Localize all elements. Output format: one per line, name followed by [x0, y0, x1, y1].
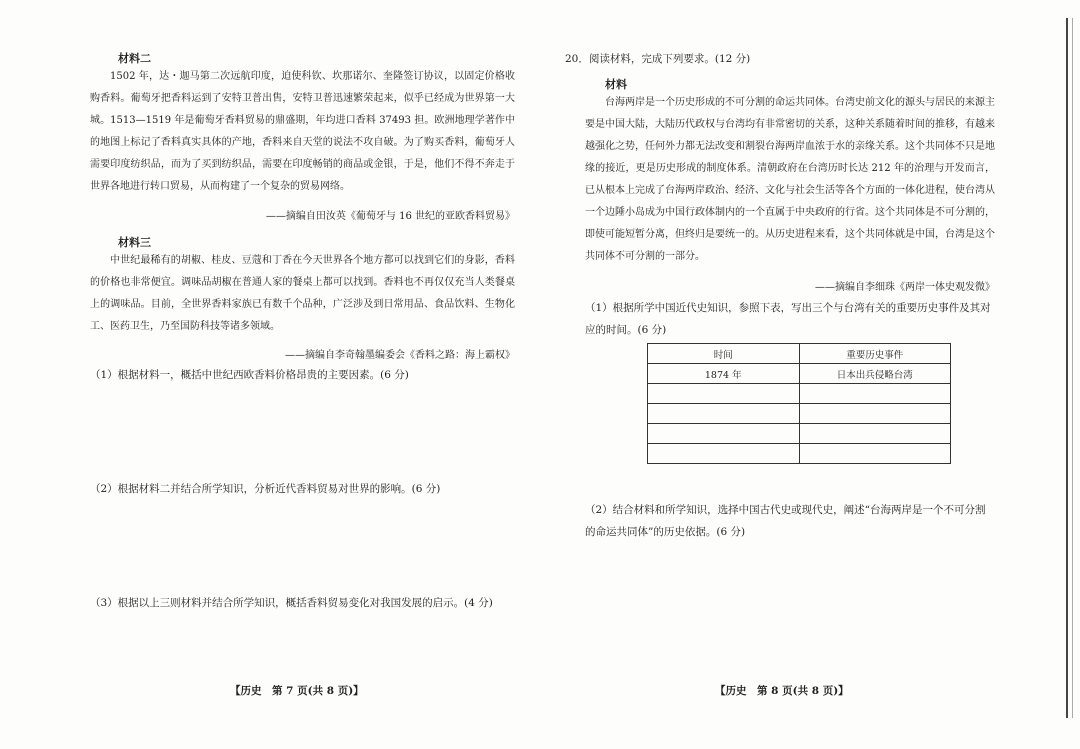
table-cell — [799, 424, 951, 444]
question-20-2: （2）结合材料和所学知识，选择中国古代史或现代史，阐述“台海两岸是一个不可分割的命运共同体”的历史依据。(6 分) — [585, 504, 986, 538]
table-row — [648, 384, 951, 404]
table-row — [648, 444, 951, 464]
material-heading: 材料 — [605, 78, 627, 91]
material-source: ——摘编自李细珠《两岸一体史观发微》 — [815, 282, 995, 293]
question-20: 20．阅读材料，完成下列要求。(12 分) — [565, 53, 751, 65]
table-cell: 1874 年 — [648, 364, 800, 384]
right-page — [565, 0, 995, 749]
material3-heading: 材料三 — [118, 236, 151, 249]
table-header-time: 时间 — [648, 344, 800, 364]
table-cell — [648, 384, 800, 404]
question-1: （1）根据材料一，概括中世纪西欧香料价格昂贵的主要因素。(6 分) — [90, 369, 409, 381]
material-text: 台海两岸是一个历史形成的不可分割的命运共同体。台湾史前文化的源头与居民的来源主要是中国大陆，大陆历代政权与台湾均有非常密切的关系，这种关系随着时间的推移，有越来越强化之势，任何外力都无法改变和割裂台海两岸血浓于水的亲缘关系。这个共同体不只是地缘的接近，更是历史形成的制度体系。清朝政府在台湾历时长达 212 年的治理与开发而言，已从根本上完成了台海两岸政治、经济、文化与社会生活等各个方面的一体化进程，使台湾从一个边陲小岛成为中国行政体制内的一个直属于中央政府的行省。这个共同体是不可分割的，即使可能短暂分离，但终归是要统一的。从历史进程来看，这个共同体就是中国，台湾是这个共同体不可分割的一部分。 — [585, 97, 995, 262]
page-footer-left: 【历史 第 7 页(共 8 页)】 — [230, 685, 364, 697]
material3-text: 中世纪最稀有的胡椒、桂皮、豆蔻和丁香在今天世界各个地方都可以找到它们的身影，香料的价格也非常便宜。调味品胡椒在普通人家的餐桌上都可以找到。香料也不再仅仅充当人类餐桌上的调味品。目前，全世界香料家族已有数千个品种，广泛涉及到日常用品、食品饮料、生物化工、医药卫生，乃至国防科技等诸多领域。 — [90, 255, 515, 332]
table-cell — [799, 384, 951, 404]
table-row — [648, 404, 951, 424]
material2-heading: 材料二 — [118, 52, 151, 65]
material3-source: ——摘编自李奇翰墨编委会《香料之路：海上霸权》 — [285, 350, 515, 361]
table-header-event: 重要历史事件 — [799, 344, 951, 364]
table-cell: 日本出兵侵略台湾 — [799, 364, 951, 384]
table-cell — [648, 424, 800, 444]
question-2: （2）根据材料二并结合所学知识，分析近代香料贸易对世界的影响。(6 分) — [90, 483, 441, 495]
table-cell — [799, 404, 951, 424]
table-cell — [648, 444, 800, 464]
table-row — [648, 424, 951, 444]
table-header-row — [648, 344, 951, 364]
question-3: （3）根据以上三则材料并结合所学知识，概括香料贸易变化对我国发展的启示。(4 分) — [90, 597, 493, 609]
table-cell — [799, 444, 951, 464]
question-20-1: （1）根据所学中国近代史知识，参照下表，写出三个与台湾有关的重要历史事件及其对应的时间。(6 分) — [585, 302, 991, 336]
binding-line-shadow — [1072, 18, 1073, 718]
page-footer-right: 【历史 第 8 页(共 8 页)】 — [715, 685, 849, 697]
events-table — [647, 343, 951, 464]
binding-line — [1066, 18, 1068, 718]
table-cell — [648, 404, 800, 424]
material2-source: ——摘编自田汝英《葡萄牙与 16 世纪的亚欧香料贸易》 — [265, 211, 515, 222]
table-row — [648, 364, 951, 384]
material2-text: 1502 年，达・迦马第二次远航印度，迫使科钦、坎那诺尔、奎隆签订协议，以固定价格收购香料。葡萄牙把香料运到了安特卫普出售，安特卫普迅速繁荣起来，似乎已经成为世界第一大城。1513—1519 年是葡萄牙香料贸易的鼎盛期，年均进口香料 37493 担。欧洲地理学著作中的地图上标记了香料真实具体的产地，香料来自天堂的说法不攻自破。为了购买香料，葡萄牙人需要印度纺织品，而为了买到纺织品，需要在印度畅销的商品或金银，于是，他们不得不奔走于世界各地进行转口贸易，从而构建了一个复杂的贸易网络。 — [90, 71, 515, 192]
left-page — [90, 0, 515, 749]
